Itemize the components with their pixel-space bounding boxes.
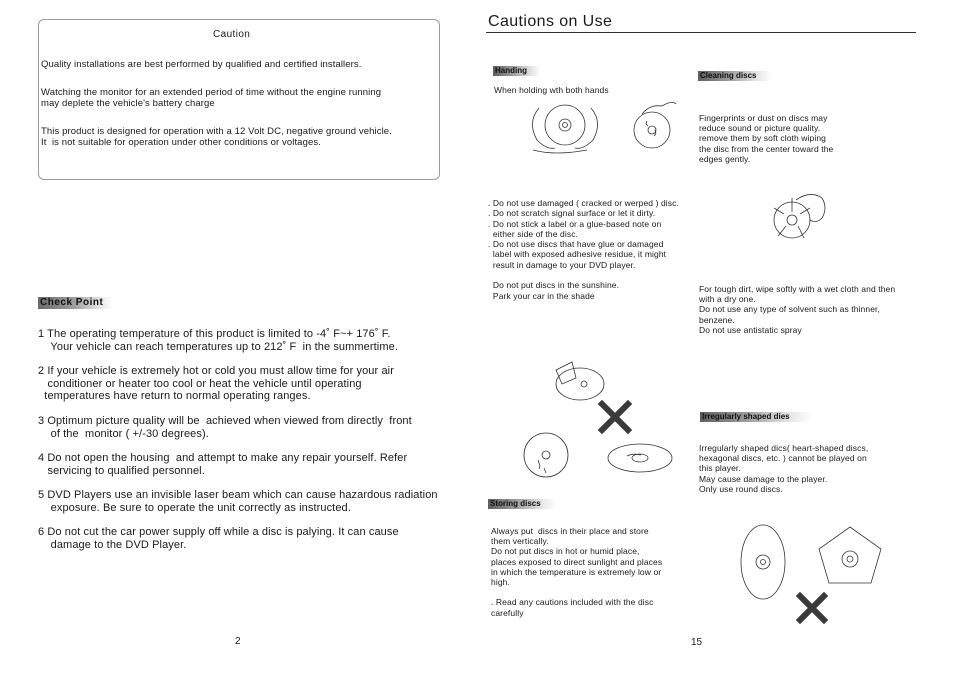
caution-title: Caution	[213, 29, 251, 40]
cross-mark-icon	[598, 400, 634, 434]
caution-paragraph-voltage: This product is designed for operation with a 12 Volt DC, negative ground vehicle. It is not suitable for operation under other conditions or voltages.	[41, 126, 392, 148]
hands-holding-disc-illustration	[525, 100, 595, 155]
warped-disc-illustration	[605, 440, 675, 475]
check-item-3: 3 Optimum picture quality will be achieved when viewed from directly front of the monitor ( +/-30 degrees).	[38, 415, 412, 440]
cleaning-discs-tag: Cleaning discs	[698, 71, 772, 81]
page-number-left: 2	[235, 636, 241, 647]
wiping-disc-illustration	[770, 190, 830, 255]
caution-paragraph-battery: Watching the monitor for an extended period of time without the engine running may deplete the vehicle's battery charge	[41, 87, 382, 109]
pentagon-disc-illustration	[815, 525, 885, 587]
caution-paragraph-installers: Quality installations are best performed by qualified and certified installers.	[41, 59, 362, 70]
handing-tag: Handing	[493, 66, 541, 76]
disc-warnings-text: . Do not use damaged ( cracked or werped ) disc. . Do not scratch signal surface or let it dirty. . Do not stick a label or a glue-based note on either side of the disc. . Do not use discs that have glue or damaged label with exposed adhesive residue, it might result in damage to your DVD player. Do not put discs in the sunshine. Park your car in the shade	[488, 198, 679, 301]
check-item-4: 4 Do not open the housing and attempt to make any repair yourself. Refer servicing to qualified personnel.	[38, 452, 408, 477]
oval-disc-illustration	[738, 522, 788, 602]
storing-discs-tag: Storing discs	[488, 499, 556, 509]
irregular-discs-tag: Irregularly shaped dies	[700, 412, 812, 422]
check-item-1: 1 The operating temperature of this product is limited to -4˚ F~+ 176˚ F. Your vehicle can reach temperatures up to 212˚ F in the summertime.	[38, 328, 398, 353]
scratched-disc-illustration	[520, 430, 572, 480]
check-item-2: 2 If your vehicle is extremely hot or cold you must allow time for your air conditioner or heater too cool or heat the vehicle until operating temperatures have return to normal operating ranges.	[38, 365, 394, 402]
check-item-5: 5 DVD Players use an invisible laser beam which can cause hazardous radiation exposure. Be sure to operate the unit correctly as instructed.	[38, 489, 438, 514]
check-point-heading: Check Point	[38, 297, 112, 309]
handing-text: When holding wth both hands	[494, 85, 609, 95]
page-number-right: 15	[691, 637, 703, 648]
disc-with-label-illustration	[552, 360, 612, 405]
check-item-6: 6 Do not cut the car power supply off while a disc is palying. It can cause damage to the DVD Player.	[38, 526, 399, 551]
cleaning-text-tough-dirt: For tough dirt, wipe softly with a wet cloth and then with a dry one. Do not use any type of solvent such as thinner, benzene. Do not use antistatic spray	[699, 284, 896, 335]
storing-discs-text: Always put discs in their place and store them vertically. Do not put discs in hot or humid place, places exposed to direct sunlight and places in which the temperature is extremely low or high. . Read any cautions included with the disc carefully	[491, 526, 663, 618]
irregular-discs-text: Irregularly shaped dics( heart-shaped discs, hexagonal discs, etc. ) cannot be played on this player. May cause damage to the player. Only use round discs.	[699, 443, 869, 494]
cross-mark-icon	[796, 592, 828, 624]
finger-holding-disc-illustration	[630, 100, 680, 155]
page-title: Cautions on Use	[488, 13, 613, 30]
title-rule	[486, 32, 916, 33]
cleaning-text-fingerprints: Fingerprints or dust on discs may reduce sound or picture quality. remove them by soft cloth wiping the disc from the center toward the edges gently.	[699, 113, 834, 164]
